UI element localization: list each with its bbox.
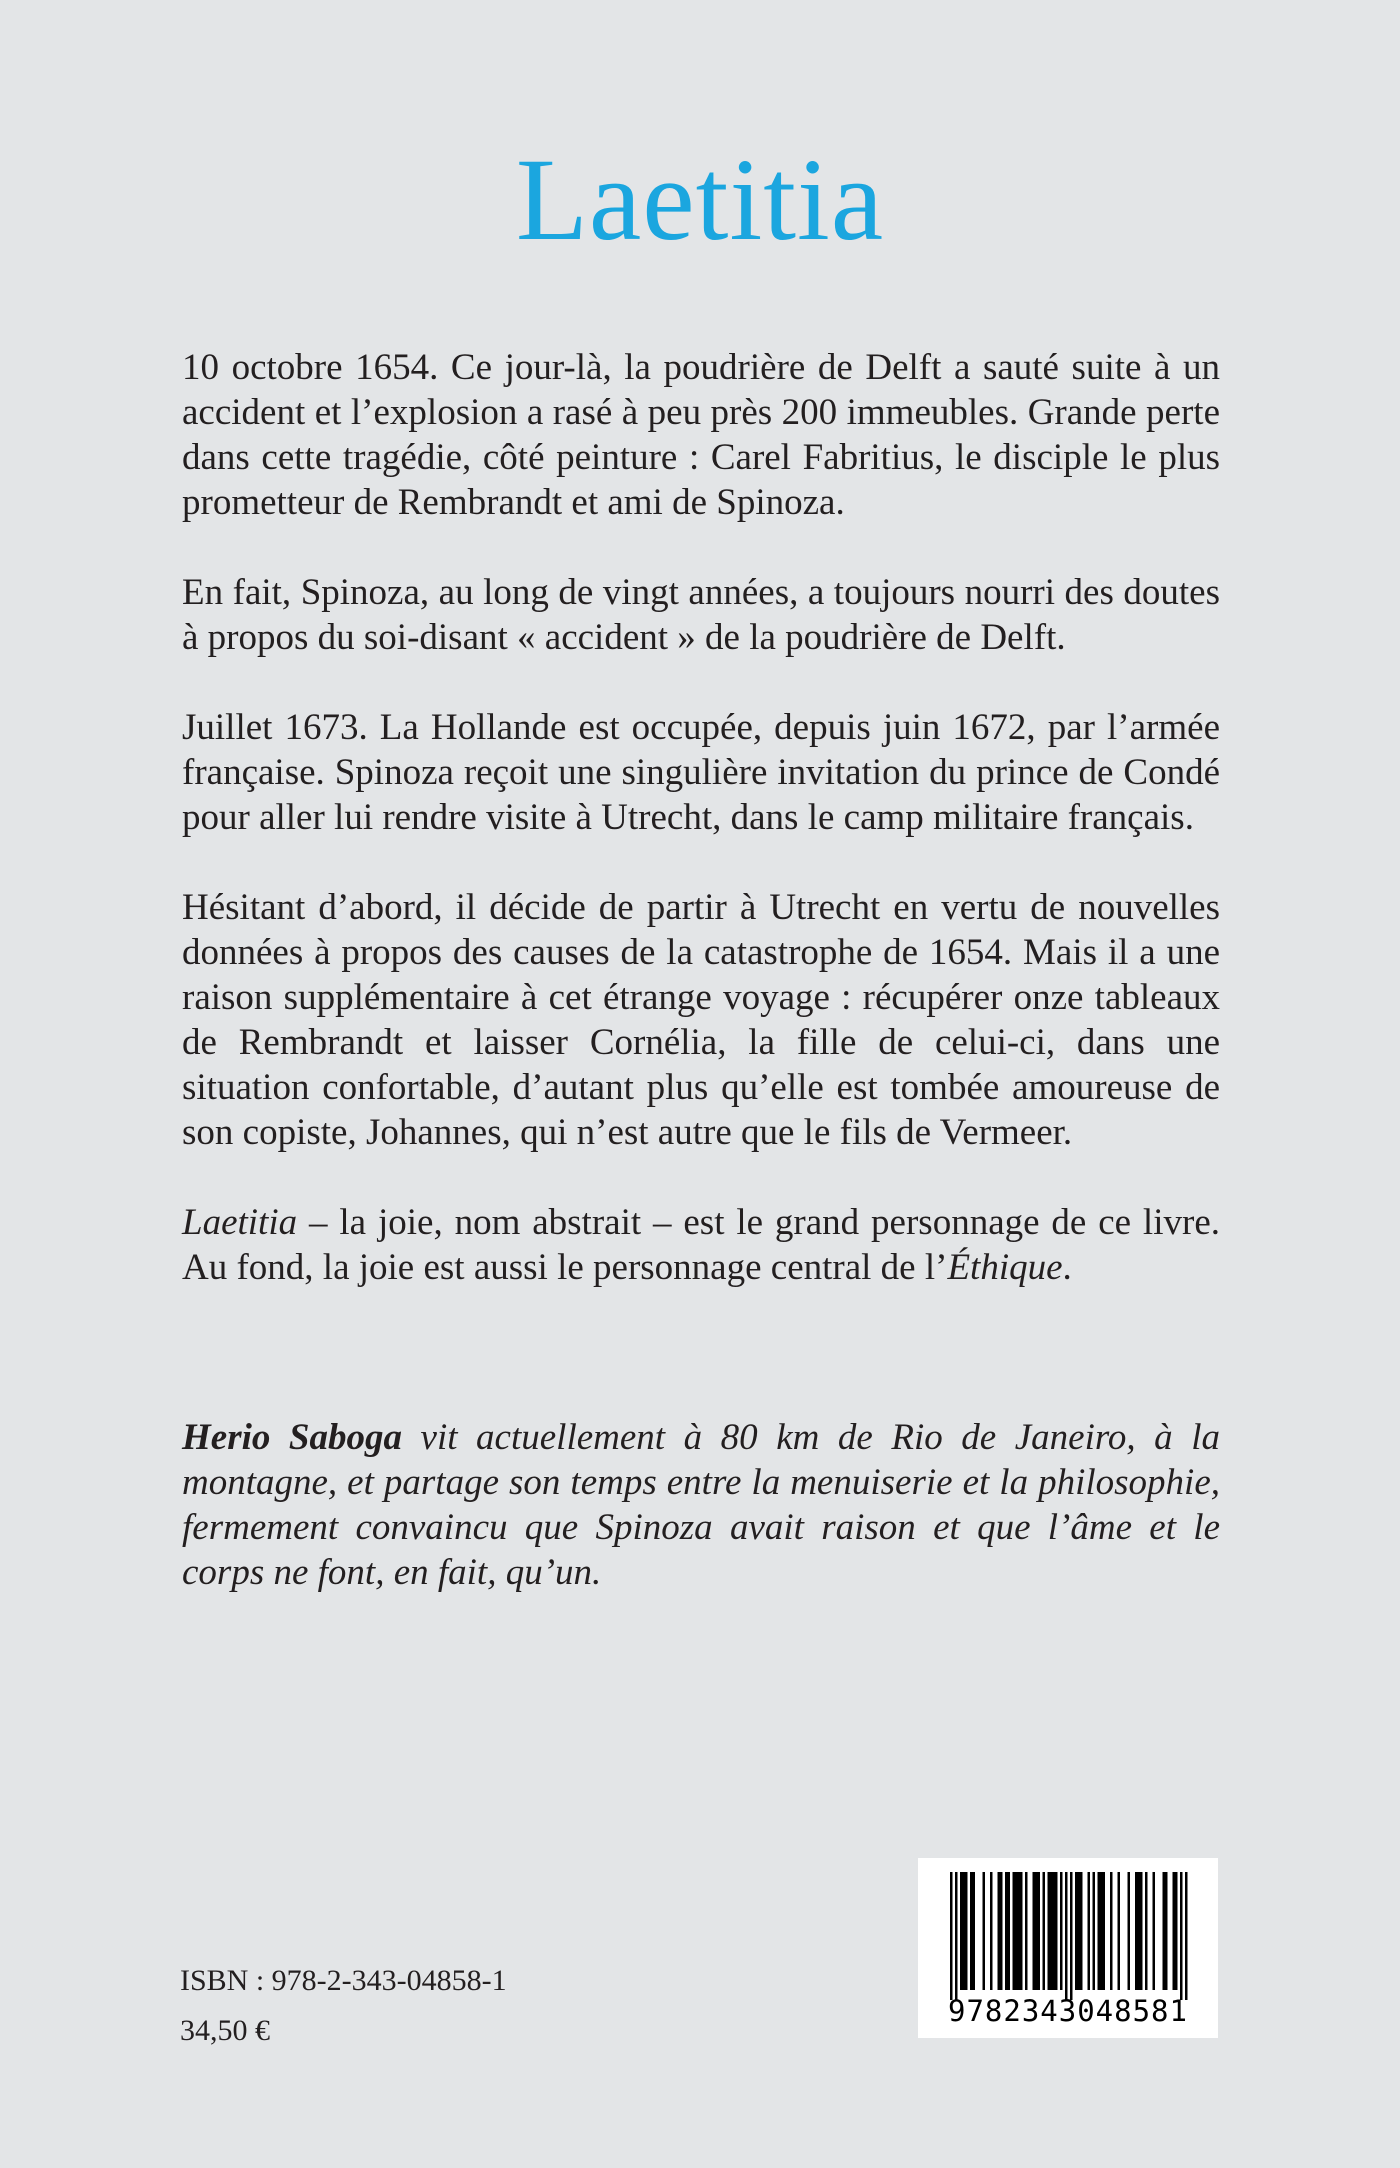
isbn: ISBN : 978-2-343-04858-1 [180,1964,507,1997]
barcode-bar [1145,1872,1148,1990]
barcode-bar [1033,1872,1041,1990]
synopsis [182,345,1220,1335]
book-title: Laetitia [515,134,885,265]
barcode-digits: 9782343048581 [948,1994,1188,2028]
barcode-bar [1048,1872,1058,1990]
barcode-bar [1128,1872,1131,1990]
author-bio-text: vit actuellement à 80 km de Rio de Janeiro, à la montagne, et partage son temps entre la menuiserie et la philosophie, fermement convaincu que Spinoza avait raison et que l’âme et le corps ne font, en fait, qu’un. [182,1417,1220,1593]
barcode-bar [983,1872,986,1990]
barcode-bar [1110,1872,1113,1990]
barcode-bar [950,1872,953,2000]
synopsis-paragraph-5 [182,1200,1220,1290]
synopsis-p5-middle: – la joie, nom abstrait – est le grand personnage de ce livre. Au fond, la joie est aussi le personnage central de l’ [182,1202,1220,1288]
barcode-bar [1135,1872,1143,1990]
barcode-bar [1005,1872,1010,1990]
barcode-bar [990,1872,993,1990]
barcode-bar [1093,1872,1096,1990]
barcode-bar [1075,1872,1083,1990]
barcode-bar [1180,1872,1183,2000]
barcode-bar [1070,1872,1073,2000]
barcode-bar [1163,1872,1168,1990]
synopsis-paragraph-4: Hésitant d’abord, il décide de partir à Utrecht en vertu de nouvelles données à propos des causes de la catastrophe de 1654. Mais il a une raison supplémentaire à cet étrange voyage : récupérer onze tableaux de Rembrandt et laisser Cornélia, la fille de celui-ci, dans une situation confortable, d’autant plus qu’elle est tombée amoureuse de son copiste, Johannes, qui n’est autre que le fils de Vermeer. [182,887,1220,1153]
barcode-bar [1098,1872,1106,1990]
barcode-bar [1173,1872,1178,1990]
barcode-bar [955,1872,958,2000]
synopsis-paragraph-3: Juillet 1673. La Hollande est occupée, depuis juin 1672, par l’armée française. Spinoza reçoit une singulière invitation du prince de Condé pour aller lui rendre visite à Utrecht, dans le camp militaire français. [182,707,1220,838]
author-bio [182,1415,1220,1595]
barcode-bar [1153,1872,1156,1990]
barcode-bar [1013,1872,1023,1990]
barcode [918,1858,1218,2038]
barcode-bar [1025,1872,1028,1990]
barcode-bar [960,1872,968,1990]
price: 34,50 € [180,2014,270,2047]
barcode-bar [998,1872,1003,1990]
barcode-bar [970,1872,975,1990]
barcode-bar [1118,1872,1121,1990]
synopsis-paragraph-2: En fait, Spinoza, au long de vingt années, a toujours nourri des doutes à propos du soi-disant « accident » de la poudrière de Delft. [182,572,1220,658]
synopsis-paragraph-1: 10 octobre 1654. Ce jour-là, la poudrière de Delft a sauté suite à un accident et l’explosion a rasé à peu près 200 immeubles. Grande perte dans cette tragédie, côté peinture : Carel Fabritius, le disciple le plus prometteur de Rembrandt et ami de Spinoza. [182,347,1220,523]
barcode-bar [1065,1872,1068,2000]
author-name: Herio Saboga [182,1417,402,1458]
synopsis-p5-end: . [1062,1247,1072,1288]
barcode-bar [1185,1872,1188,2000]
barcode-bar [1088,1872,1091,1990]
barcode-bar [1043,1872,1046,1990]
barcode-bar [1060,1872,1063,1990]
ethique-italic: Éthique [947,1247,1063,1288]
laetitia-italic: Laetitia [182,1202,298,1243]
